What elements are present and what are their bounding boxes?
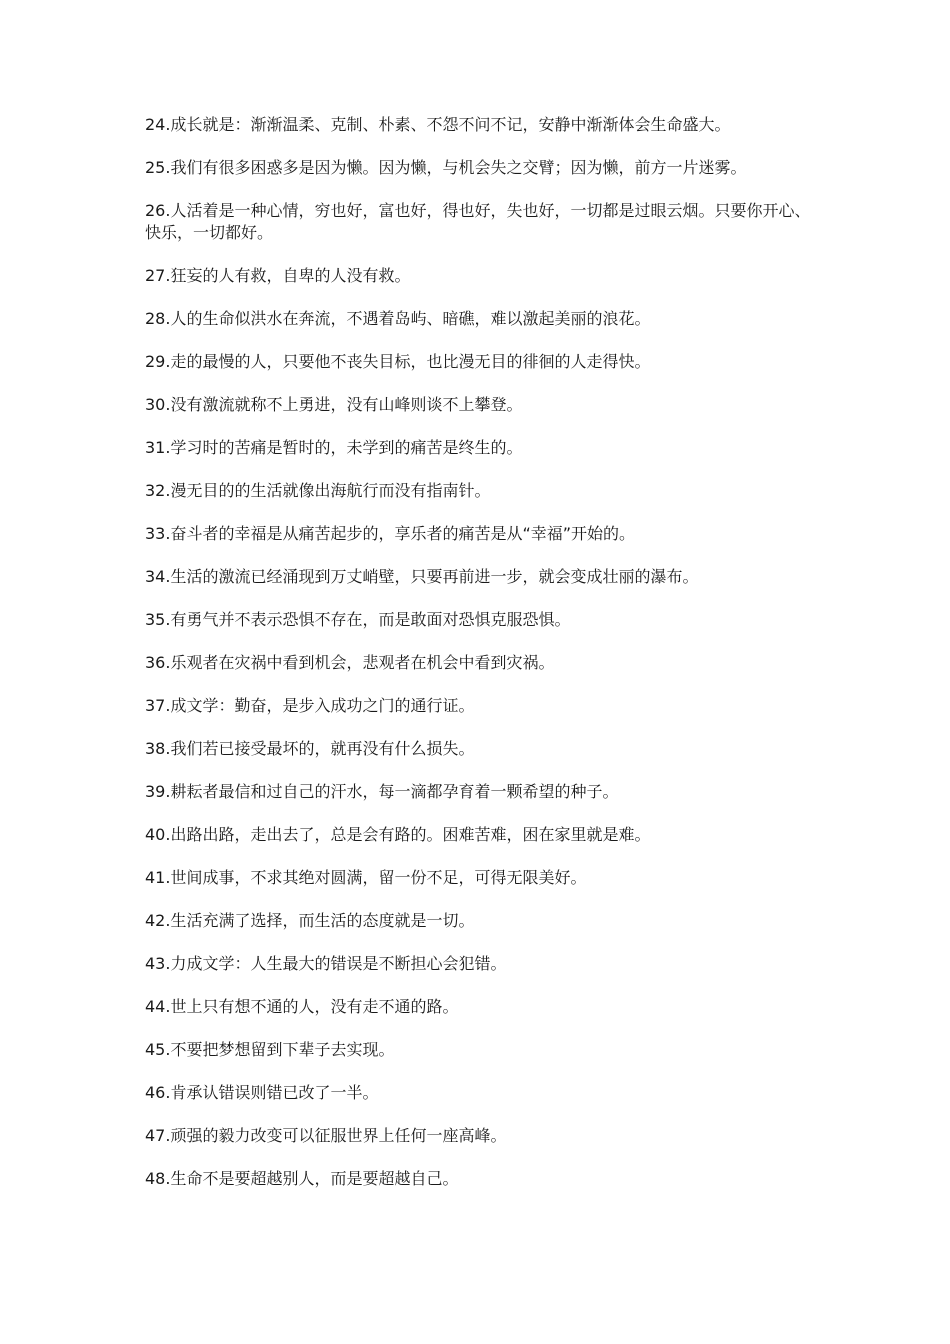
quote-36: 36.乐观者在灾祸中看到机会，悲观者在机会中看到灾祸。 xyxy=(145,653,555,672)
quote-47: 47.顽强的毅力改变可以征服世界上任何一座高峰。 xyxy=(145,1126,507,1145)
quote-32: 32.漫无目的的生活就像出海航行而没有指南针。 xyxy=(145,481,491,500)
quote-28: 28.人的生命似洪水在奔流，不遇着岛屿、暗礁，难以激起美丽的浪花。 xyxy=(145,309,651,328)
quote-37: 37.成文学：勤奋，是步入成功之门的通行证。 xyxy=(145,696,475,715)
quote-46: 46.肯承认错误则错已改了一半。 xyxy=(145,1083,379,1102)
quote-31: 31.学习时的苦痛是暂时的，未学到的痛苦是终生的。 xyxy=(145,438,523,457)
quote-41: 41.世间成事，不求其绝对圆满，留一份不足，可得无限美好。 xyxy=(145,868,587,887)
quote-list xyxy=(145,114,813,1211)
quote-33: 33.奋斗者的幸福是从痛苦起步的，享乐者的痛苦是从“幸福”开始的。 xyxy=(145,524,636,543)
quote-39: 39.耕耘者最信和过自己的汗水，每一滴都孕育着一颗希望的种子。 xyxy=(145,782,619,801)
quote-38: 38.我们若已接受最坏的，就再没有什么损失。 xyxy=(145,739,475,758)
quote-25: 25.我们有很多困惑多是因为懒。因为懒，与机会失之交臂；因为懒，前方一片迷雾。 xyxy=(145,158,747,177)
quote-34: 34.生活的激流已经涌现到万丈峭壁，只要再前进一步，就会变成壮丽的瀑布。 xyxy=(145,567,699,586)
quote-24: 24.成长就是：渐渐温柔、克制、朴素、不怨不问不记，安静中渐渐体会生命盛大。 xyxy=(145,115,731,134)
quote-27: 27.狂妄的人有救，自卑的人没有救。 xyxy=(145,266,411,285)
quote-43: 43.力成文学：人生最大的错误是不断担心会犯错。 xyxy=(145,954,507,973)
quote-42: 42.生活充满了选择，而生活的态度就是一切。 xyxy=(145,911,475,930)
quote-45: 45.不要把梦想留到下辈子去实现。 xyxy=(145,1040,395,1059)
quote-44: 44.世上只有想不通的人，没有走不通的路。 xyxy=(145,997,459,1016)
quote-26: 26.人活着是一种心情，穷也好，富也好，得也好，失也好，一切都是过眼云烟。只要你开心、快乐，一切都好。 xyxy=(145,201,811,242)
quote-30: 30.没有激流就称不上勇进，没有山峰则谈不上攀登。 xyxy=(145,395,523,414)
quote-48: 48.生命不是要超越别人，而是要超越自己。 xyxy=(145,1169,459,1188)
quote-29: 29.走的最慢的人，只要他不丧失目标，也比漫无目的徘徊的人走得快。 xyxy=(145,352,651,371)
quote-40: 40.出路出路，走出去了，总是会有路的。困难苦难，困在家里就是难。 xyxy=(145,825,651,844)
quote-35: 35.有勇气并不表示恐惧不存在，而是敢面对恐惧克服恐惧。 xyxy=(145,610,571,629)
